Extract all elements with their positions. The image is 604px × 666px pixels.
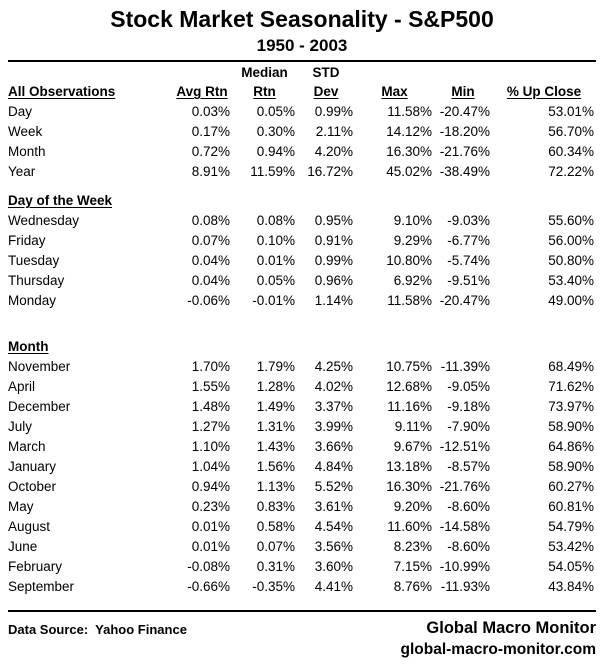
section-title: Month (8, 339, 49, 354)
table-row (8, 140, 596, 160)
cell-value: 1.31% (256, 419, 295, 434)
cell-value: 9.29% (393, 233, 432, 248)
row-label: January (8, 459, 57, 474)
cell-value: 5.52% (314, 479, 353, 494)
row-label: August (8, 519, 51, 534)
brand-block (401, 617, 597, 661)
cell-value: -20.47% (439, 104, 490, 119)
cell-value: -12.51% (439, 439, 490, 454)
column-header-label: Avg Rtn (176, 84, 228, 99)
cell-value: 0.95% (314, 213, 353, 228)
cell-value: -8.60% (447, 539, 490, 554)
table-row (8, 229, 596, 249)
cell-value: -20.47% (439, 293, 490, 308)
cell-value: 4.84% (314, 459, 353, 474)
column-header-label: Rtn (253, 84, 276, 99)
top-divider (8, 60, 596, 62)
cell-value: 4.41% (314, 579, 353, 594)
cell-value: -0.35% (252, 579, 295, 594)
cell-value: -11.93% (440, 579, 490, 594)
cell-value: 0.58% (256, 519, 295, 534)
cell-value: -5.74% (447, 253, 490, 268)
cell-value: 9.67% (393, 439, 432, 454)
page-subtitle: 1950 - 2003 (256, 36, 348, 55)
cell-value: 12.68% (386, 379, 432, 394)
cell-value: -0.66% (187, 579, 230, 594)
row-label: October (8, 479, 57, 494)
row-label: Year (8, 164, 36, 179)
cell-value: 11.58% (387, 293, 432, 308)
cell-value: 56.70% (548, 124, 594, 139)
row-label: Friday (8, 233, 46, 248)
cell-value: 49.00% (548, 293, 594, 308)
cell-value: 1.43% (256, 439, 295, 454)
cell-value: -9.05% (447, 379, 490, 394)
cell-value: 73.97% (548, 399, 594, 414)
row-label: July (8, 419, 33, 434)
row-label: Day (8, 104, 33, 119)
cell-value: 3.61% (314, 499, 353, 514)
cell-value: 0.23% (191, 499, 230, 514)
cell-value: 0.72% (191, 144, 230, 159)
cell-value: 9.11% (394, 419, 432, 434)
cell-value: 9.20% (393, 499, 432, 514)
table-row (8, 209, 596, 229)
cell-value: 3.66% (314, 439, 353, 454)
column-header (492, 81, 596, 100)
row-label: Monday (8, 293, 57, 308)
section-header-row (8, 309, 596, 355)
cell-value: 16.30% (386, 144, 432, 159)
row-label: Month (8, 144, 46, 159)
table-row (8, 100, 596, 120)
column-top-label (172, 64, 232, 81)
cell-value: -9.03% (447, 213, 490, 228)
cell-value: 0.04% (191, 273, 230, 288)
cell-value: 60.81% (548, 499, 594, 514)
cell-value: 68.49% (548, 359, 594, 374)
column-header-all-observations (8, 81, 172, 100)
cell-value: 0.99% (314, 104, 353, 119)
cell-value: 0.03% (191, 104, 230, 119)
cell-value: -0.08% (187, 559, 230, 574)
table-row (8, 575, 596, 595)
cell-value: 0.01% (256, 253, 295, 268)
header-top-row (8, 64, 596, 81)
table-body (8, 100, 596, 595)
cell-value: 0.96% (314, 273, 353, 288)
cell-value: 0.01% (191, 519, 230, 534)
section-header-cell (8, 309, 596, 355)
cell-value: -8.60% (447, 499, 490, 514)
table-row (8, 535, 596, 555)
cell-value: 1.28% (256, 379, 295, 394)
table-row (8, 395, 596, 415)
column-header-label: Min (451, 84, 475, 99)
table-row (8, 249, 596, 269)
cell-value: 0.08% (256, 213, 295, 228)
row-label: April (8, 379, 36, 394)
column-top-label (492, 64, 596, 81)
column-header (172, 81, 232, 100)
cell-value: 4.25% (314, 359, 353, 374)
cell-value: 0.01% (191, 539, 230, 554)
cell-value: 53.40% (548, 273, 594, 288)
column-header (232, 81, 297, 100)
cell-value: -21.76% (439, 479, 490, 494)
page-title: Stock Market Seasonality - S&P500 (110, 6, 494, 32)
table-row (8, 515, 596, 535)
cell-value: 0.05% (256, 273, 295, 288)
cell-value: 72.22% (548, 164, 594, 179)
section-title: Day of the Week (8, 193, 113, 208)
row-label: May (8, 499, 34, 514)
cell-value: 3.99% (314, 419, 353, 434)
cell-value: 1.55% (191, 379, 230, 394)
cell-value: -14.58% (439, 519, 490, 534)
row-label: February (8, 559, 63, 574)
cell-value: 4.54% (314, 519, 353, 534)
cell-value: 0.94% (256, 144, 295, 159)
seasonality-table (8, 64, 596, 595)
cell-value: -10.99% (439, 559, 490, 574)
cell-value: 8.23% (393, 539, 432, 554)
cell-value: 1.04% (191, 459, 230, 474)
cell-value: 0.10% (256, 233, 295, 248)
cell-value: -6.77% (447, 233, 490, 248)
table-row (8, 160, 596, 180)
corner-cell (8, 64, 172, 81)
cell-value: 64.86% (548, 439, 594, 454)
cell-value: 1.27% (191, 419, 230, 434)
table-row (8, 475, 596, 495)
cell-value: 58.90% (548, 419, 594, 434)
cell-value: 45.02% (386, 164, 432, 179)
cell-value: 0.05% (256, 104, 295, 119)
row-label: June (8, 539, 38, 554)
table-row (8, 120, 596, 140)
cell-value: 1.79% (256, 359, 295, 374)
data-source-label: Data Source: Yahoo Finance (8, 622, 187, 637)
cell-value: 43.84% (548, 579, 594, 594)
cell-value: 0.30% (256, 124, 295, 139)
cell-value: 0.91% (314, 233, 353, 248)
cell-value: 0.17% (191, 124, 230, 139)
column-header-label: Dev (313, 84, 339, 99)
cell-value: 4.20% (314, 144, 353, 159)
cell-value: 7.15% (393, 559, 432, 574)
cell-value: 1.70% (191, 359, 230, 374)
footer (8, 612, 596, 661)
cell-value: 60.27% (548, 479, 594, 494)
column-header-label: Max (381, 84, 408, 99)
cell-value: 3.56% (314, 539, 353, 554)
column-header-label: All Observations (8, 84, 116, 99)
cell-value: 0.07% (191, 233, 230, 248)
cell-value: -9.51% (447, 273, 490, 288)
section-header-cell (8, 180, 596, 209)
table-row (8, 435, 596, 455)
section-header-row (8, 180, 596, 209)
cell-value: 58.90% (548, 459, 594, 474)
row-label: March (8, 439, 46, 454)
table-row (8, 269, 596, 289)
cell-value: 16.30% (386, 479, 432, 494)
cell-value: 50.80% (548, 253, 594, 268)
table-row (8, 455, 596, 475)
table-row (8, 415, 596, 435)
cell-value: 0.94% (191, 479, 230, 494)
cell-value: 0.83% (256, 499, 295, 514)
cell-value: 53.01% (548, 104, 594, 119)
column-header-label: % Up Close (506, 84, 582, 99)
cell-value: -21.76% (439, 144, 490, 159)
cell-value: 9.10% (393, 213, 432, 228)
row-label: Tuesday (8, 253, 60, 268)
cell-value: 11.60% (387, 519, 432, 534)
cell-value: 10.75% (386, 359, 432, 374)
cell-value: 60.34% (548, 144, 594, 159)
cell-value: 0.08% (191, 213, 230, 228)
cell-value: 6.92% (393, 273, 432, 288)
row-label: Thursday (8, 273, 65, 288)
cell-value: -0.01% (252, 293, 295, 308)
table-row (8, 355, 596, 375)
column-header (355, 81, 434, 100)
cell-value: 55.60% (548, 213, 594, 228)
row-label: December (8, 399, 71, 414)
row-label: September (8, 579, 75, 594)
column-top-label: STD (312, 65, 340, 80)
cell-value: 2.11% (315, 124, 353, 139)
cell-value: 3.60% (314, 559, 353, 574)
table-header (8, 64, 596, 100)
column-header (434, 81, 492, 100)
cell-value: 8.91% (191, 164, 230, 179)
cell-value: 54.79% (548, 519, 594, 534)
cell-value: 10.80% (386, 253, 432, 268)
cell-value: 14.12% (386, 124, 432, 139)
cell-value: -7.90% (447, 419, 490, 434)
table-row (8, 375, 596, 395)
cell-value: 0.07% (256, 539, 295, 554)
column-top-label (434, 64, 492, 81)
cell-value: -11.39% (440, 359, 490, 374)
cell-value: -0.06% (187, 293, 230, 308)
cell-value: 1.56% (256, 459, 295, 474)
header-label-row (8, 81, 596, 100)
cell-value: 0.04% (191, 253, 230, 268)
brand-website: global-macro-monitor.com (400, 641, 596, 658)
cell-value: 11.59% (250, 164, 295, 179)
column-top-label: Median (241, 65, 288, 80)
cell-value: 11.58% (387, 104, 432, 119)
cell-value: 1.14% (314, 293, 353, 308)
cell-value: -8.57% (447, 459, 490, 474)
cell-value: 11.16% (387, 399, 432, 414)
cell-value: 56.00% (548, 233, 594, 248)
column-top-label (355, 64, 434, 81)
cell-value: 1.13% (256, 479, 295, 494)
cell-value: -9.18% (447, 399, 490, 414)
table-row (8, 289, 596, 309)
table-row (8, 495, 596, 515)
row-label: Wednesday (8, 213, 80, 228)
cell-value: 3.37% (314, 399, 353, 414)
cell-value: 0.99% (314, 253, 353, 268)
cell-value: -18.20% (439, 124, 490, 139)
cell-value: 8.76% (393, 579, 432, 594)
row-label: Week (8, 124, 43, 139)
cell-value: 13.18% (386, 459, 432, 474)
cell-value: 71.62% (548, 379, 594, 394)
cell-value: 1.49% (256, 399, 295, 414)
cell-value: 53.42% (548, 539, 594, 554)
cell-value: 1.10% (191, 439, 230, 454)
cell-value: -38.49% (439, 164, 490, 179)
cell-value: 54.05% (548, 559, 594, 574)
cell-value: 1.48% (191, 399, 230, 414)
brand-name: Global Macro Monitor (426, 619, 596, 637)
cell-value: 16.72% (307, 164, 353, 179)
row-label: November (8, 359, 71, 374)
table-row (8, 555, 596, 575)
cell-value: 0.31% (256, 559, 295, 574)
column-header (297, 81, 355, 100)
cell-value: 4.02% (314, 379, 353, 394)
